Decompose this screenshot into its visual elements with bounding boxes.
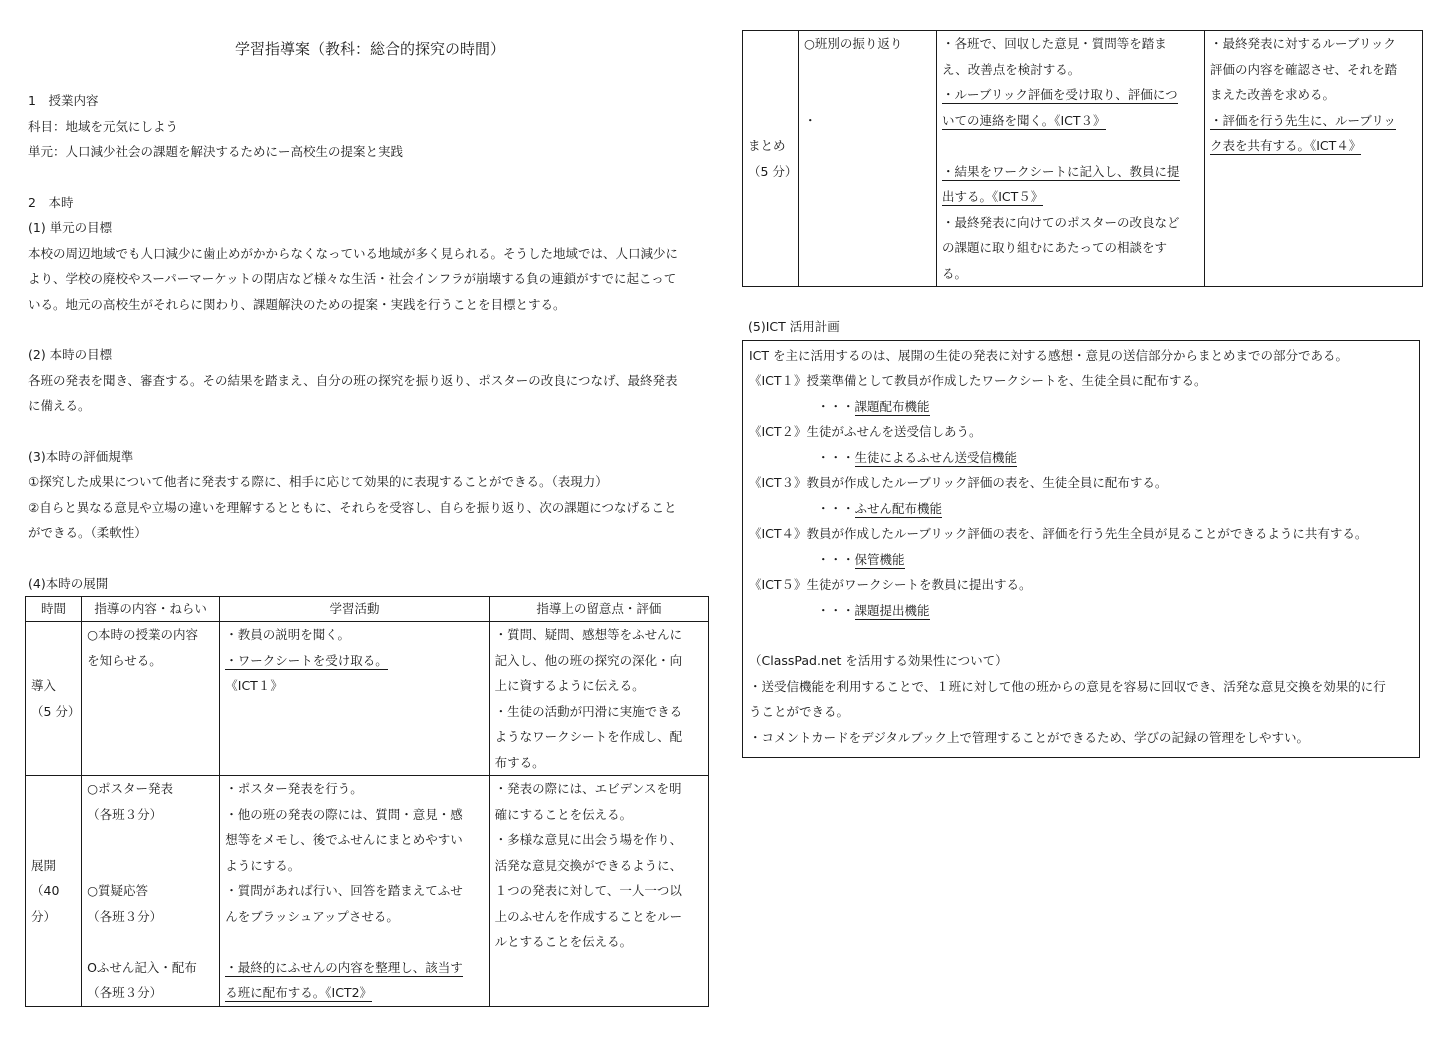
effect-line: ・送受信機能を利用することで、１班に対して他の班からの意見を容易に回収でき、活発な意見交換を効果的に行 <box>749 678 1386 694</box>
dev-activity-line: ようにする。 <box>225 857 301 873</box>
summary-time: まとめ <box>748 138 786 153</box>
unit-goal-heading: (1) 単元の目標 <box>28 220 113 235</box>
summary-activity-cell <box>937 31 1205 287</box>
dev-activity-line: ・質問があれば行い、回答を踏まえてふせ <box>225 883 463 898</box>
page-title: 学習指導案（教科：総合的探究の時間） <box>234 40 505 58</box>
dev-note-line: 確にすることを伝える。 <box>494 806 633 822</box>
intro-note-line: ・生徒の活動が円滑に実施できる <box>494 703 683 719</box>
dev-activity-cell <box>220 776 489 1007</box>
header-time: 時間 <box>26 597 82 622</box>
dev-content-line: （各班３分） <box>87 806 163 822</box>
intro-activity-underlined: ・ワークシートを受け取る。 <box>225 652 388 668</box>
dev-notes-cell <box>489 776 708 1007</box>
dev-activity-line: んをブラッシュアップさせる。 <box>225 908 399 924</box>
intro-content-cell <box>82 622 220 776</box>
intro-activity-cell <box>220 622 489 776</box>
ict-item-label: 《ICT３》教員が作成したルーブリック評価の表を、生徒全員に配布する。 <box>749 475 1168 490</box>
ict-item-prefix: ・・・ <box>817 449 855 465</box>
effect-line: うことができる。 <box>749 704 850 719</box>
intro-notes-cell <box>489 622 708 776</box>
left-column <box>28 0 712 1007</box>
section-2-heading: 2 本時 <box>28 194 74 210</box>
intro-time: 導入 <box>31 678 57 693</box>
dev-content-line: （各班３分） <box>87 908 163 924</box>
dev-note-line: 上のふせんを作成することをルー <box>494 908 683 924</box>
evaluation-line: ②自らと異なる意見や立場の違いを理解するとともに、それらを受容し、自らを振り返り、次の課題につなげること <box>28 499 677 515</box>
unit-goal-line: 本校の周辺地域でも人口減少に歯止めがかからなくなっている地域が多く見られる。そうした地域では、人口減少に <box>28 245 679 261</box>
intro-ict-ref: 《ICT１》 <box>225 678 283 693</box>
ict-item-function <box>749 394 1413 420</box>
summary-note-line: ・最終発表に対するルーブリック <box>1210 36 1396 51</box>
intro-note-line: 上に資するように伝える。 <box>494 678 645 693</box>
table-row-summary <box>743 31 1423 287</box>
ict-item-label: 《ICT２》生徒がふせんを送受信しあう。 <box>749 424 982 439</box>
summary-content-cell <box>799 31 937 287</box>
subject-line: 科目：地域を元気にしよう <box>28 118 179 134</box>
dev-time-cell <box>26 776 82 1007</box>
ict-item-label: 《ICT１》授業準備として教員が作成したワークシートを、生徒全員に配布する。 <box>749 373 1207 388</box>
evaluation-line: ①探究した成果について他者に発表する際に、相手に応じて効果的に表現することができる。（表現力） <box>28 474 608 489</box>
effect-line: ・コメントカードをデジタルブック上で管理することができるため、学びの記録の管理をしやすい。 <box>749 729 1310 745</box>
table-header-row <box>26 597 709 622</box>
intro-note-line: ・質問、疑問、感想等をふせんに <box>494 627 683 642</box>
dev-duration: 分） <box>31 908 57 924</box>
dev-content-line: （各班３分） <box>87 985 163 1000</box>
section-1-heading: 1 授業内容 <box>28 93 99 108</box>
effect-heading: （ClassPad.net を活用する効果性について） <box>749 653 1008 668</box>
summary-activity-line: ・最終発表に向けてのポスターの改良など <box>942 214 1180 230</box>
dev-content-line: ○質疑応答 <box>87 883 148 898</box>
summary-notes-cell <box>1205 31 1423 287</box>
summary-activity-underlined: いての連絡を聞く。《ICT３》 <box>942 112 1106 128</box>
intro-note-line: 布する。 <box>494 754 545 770</box>
dev-note-line: ルとすることを伝える。 <box>494 934 633 949</box>
dev-time: 展開 <box>31 857 57 873</box>
dev-activity-line: ・ポスター発表を行う。 <box>225 781 363 796</box>
ict-item-prefix: ・・・ <box>817 551 855 567</box>
summary-content-line: ○班別の振り返り <box>804 36 903 51</box>
ict-plan-box <box>742 340 1420 758</box>
intro-content-line: ○本時の授業の内容 <box>87 627 198 642</box>
ict-item-function <box>749 496 1413 522</box>
summary-activity-line: る。 <box>942 265 968 281</box>
dev-note-line: 活発な意見交換ができるように、 <box>494 857 683 873</box>
lesson-goal-line: に備える。 <box>28 398 91 413</box>
ict-item-function <box>749 445 1413 471</box>
summary-content-line: ・ <box>804 112 817 128</box>
dev-content-line: Oふせん記入・配布 <box>87 959 197 975</box>
table-row-development <box>26 776 709 1007</box>
dev-activity-underlined: る班に配布する。《ICT2》 <box>225 985 373 1000</box>
summary-activity-line: ・各班で、回収した意見・質問等を踏ま <box>942 36 1167 51</box>
intro-activity-line: ・教員の説明を聞く。 <box>225 627 351 642</box>
dev-duration: （40 <box>31 883 60 898</box>
dev-activity-underlined: ・最終的にふせんの内容を整理し、該当す <box>225 959 463 975</box>
intro-note-line: 記入し、他の班の探究の深化・向 <box>494 652 683 668</box>
evaluation-heading: (3)本時の評価規準 <box>28 448 134 464</box>
lesson-plan-table <box>25 596 709 1007</box>
table-row-intro <box>26 622 709 776</box>
ict-intro: ICT を主に活用するのは、展開の生徒の発表に対する感想・意見の送信部分からまとめまでの部分である。 <box>749 347 1349 363</box>
ict-item-prefix: ・・・ <box>817 602 855 618</box>
dev-content-line: ○ポスター発表 <box>87 781 173 796</box>
ict-function-name: 生徒によるふせん送受信機能 <box>854 449 1018 465</box>
summary-activity-underlined: ・ルーブリック評価を受け取り、評価につ <box>942 87 1178 102</box>
unit-goal-line: いる。地元の高校生がそれらに関わり、課題解決のための提案・実践を行うことを目標とする。 <box>28 296 566 312</box>
unit-goal-line: より、学校の廃校やスーパーマーケットの閉店など様々な生活・社会インフラが崩壊する負の連鎖がすでに起こって <box>28 271 677 286</box>
summary-activity-line: の課題に取り組むにあたっての相談をす <box>942 240 1168 255</box>
summary-note-underlined: ・評価を行う先生に、ルーブリッ <box>1210 112 1396 128</box>
header-content: 指導の内容・ねらい <box>82 597 220 622</box>
intro-time-cell <box>26 622 82 776</box>
evaluation-line: ができる。（柔軟性） <box>28 525 147 540</box>
ict-item-function <box>749 547 1413 573</box>
ict-function-name: ふせん配布機能 <box>854 500 943 516</box>
summary-activity-underlined: ・結果をワークシートに記入し、教員に提 <box>942 163 1180 179</box>
summary-note-line: まえた改善を求める。 <box>1210 87 1336 102</box>
ict-function-name: 課題提出機能 <box>854 602 930 618</box>
summary-time-cell <box>743 31 799 287</box>
dev-note-line: ・多様な意見に出会う場を作り、 <box>494 832 683 847</box>
summary-duration: （5 分） <box>748 163 798 179</box>
summary-table <box>742 30 1423 287</box>
dev-activity-line: 想等をメモし、後でふせんにまとめやすい <box>225 832 463 847</box>
ict-item-prefix: ・・・ <box>817 398 855 414</box>
summary-note-underlined: ク表を共有する。《ICT４》 <box>1210 138 1362 153</box>
dev-note-line: １つの発表に対して、一人一つ以 <box>494 883 682 898</box>
summary-activity-line: え、改善点を検討する。 <box>942 61 1081 77</box>
dev-content-cell <box>82 776 220 1007</box>
ict-item-label: 《ICT５》生徒がワークシートを教員に提出する。 <box>749 577 1032 592</box>
ict-item-label: 《ICT４》教員が作成したルーブリック評価の表を、評価を行う先生全員が見ることができるように共有する。 <box>749 526 1368 541</box>
ict-heading: (5)ICT 活用計画 <box>748 319 840 334</box>
right-column <box>742 30 1422 758</box>
intro-note-line: ようなワークシートを作成し、配 <box>494 729 683 744</box>
dev-activity-line: ・他の班の発表の際には、質問・意見・感 <box>225 806 463 822</box>
summary-note-line: 評価の内容を確認させ、それを踏 <box>1210 61 1398 77</box>
summary-activity-underlined: 出する。《ICT５》 <box>942 189 1044 204</box>
header-activity: 学習活動 <box>220 597 489 622</box>
ict-item-prefix: ・・・ <box>817 500 855 516</box>
dev-note-line: ・発表の際には、エビデンスを明 <box>494 781 682 796</box>
ict-item-function <box>749 598 1413 624</box>
ict-function-name: 課題配布機能 <box>854 398 930 414</box>
ict-function-name: 保管機能 <box>854 551 905 567</box>
header-notes: 指導上の留意点・評価 <box>489 597 708 622</box>
intro-content-line: を知らせる。 <box>87 652 162 668</box>
lesson-goal-heading: (2) 本時の目標 <box>28 347 113 362</box>
unit-line: 単元：人口減少社会の課題を解決するためにー高校生の提案と実践 <box>28 144 404 159</box>
intro-duration: （5 分） <box>31 703 81 719</box>
lesson-goal-line: 各班の発表を聞き、審査する。その結果を踏まえ、自分の班の探究を振り返り、ポスターの改良につなげ、最終発表 <box>28 372 678 388</box>
development-heading: (4)本時の展開 <box>28 575 109 591</box>
